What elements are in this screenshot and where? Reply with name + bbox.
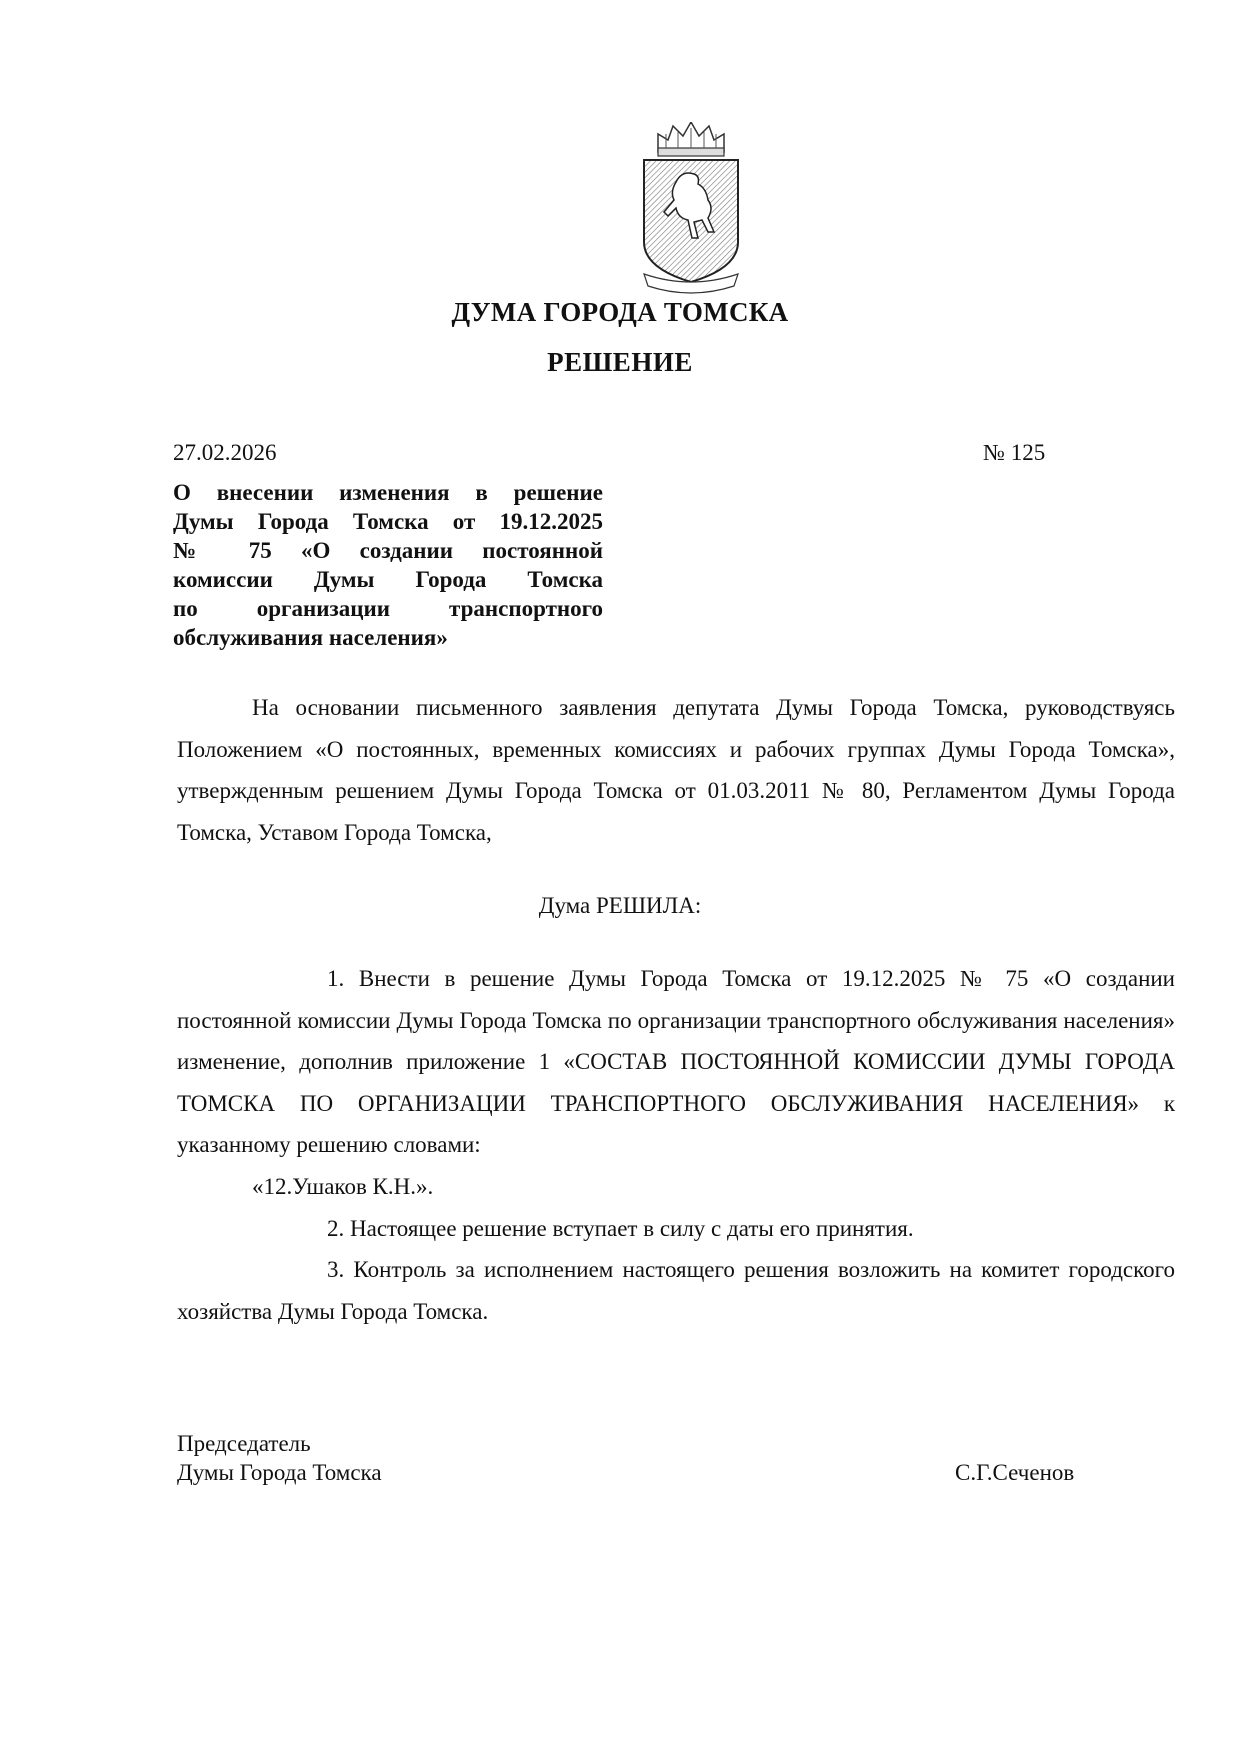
- signer-title: [177, 1429, 382, 1487]
- subject-line: О внесении изменения в решение: [173, 480, 603, 505]
- document-date: 27.02.2026: [173, 440, 277, 465]
- subject-line: по организации транспортного: [173, 596, 603, 621]
- org-title: ДУМА ГОРОДА ТОМСКА: [451, 297, 789, 327]
- tomsk-coat-of-arms-icon: [638, 122, 744, 294]
- item-text: Настоящее решение вступает в силу с даты его принятия.: [350, 1215, 914, 1241]
- item-text: Контроль за исполнением настоящего решения возложить на комитет городского хозяйства Думы Города Томска.: [177, 1257, 1176, 1324]
- item-text: «12.Ушаков К.Н.».: [252, 1173, 434, 1199]
- item-text: Внести в решение Думы Города Томска от 19.12.2025 № 75 «О создании постоянной комиссии Думы Города Томска по организации транспортного обслуживания населения» изменение, дополнив приложение 1 «СОСТАВ ПОСТОЯННОЙ КОМИССИИ ДУМЫ ГОРОДА ТОМСКА ПО ОРГАНИЗАЦИИ ТРАНСПОРТНОГО ОБСЛУЖИВАНИЯ НАСЕЛЕНИЯ» к указанному решению словами:: [177, 966, 1175, 1158]
- doc-type-title: РЕШЕНИЕ: [547, 347, 693, 377]
- signer-title-line: Председатель: [177, 1431, 311, 1456]
- resolution-item: [177, 1208, 1175, 1250]
- signer-title-line: Думы Города Томска: [177, 1460, 382, 1485]
- signer-name: С.Г.Сеченов: [955, 1460, 1075, 1485]
- subject-line: № 75 «О создании постоянной: [173, 538, 603, 563]
- document-subject: [173, 478, 603, 652]
- resolution-item: [177, 1249, 1175, 1332]
- item-number: 2.: [327, 1215, 345, 1241]
- resolution-item: [177, 958, 1175, 1166]
- document-number: № 125: [983, 440, 1046, 465]
- resolution-item: [177, 1166, 1175, 1208]
- resolution-items: [177, 958, 1175, 1332]
- resolve-heading: Дума РЕШИЛА:: [538, 893, 702, 918]
- subject-line: Думы Города Томска от 19.12.2025: [173, 509, 603, 534]
- item-number: 3.: [327, 1257, 345, 1283]
- preamble-paragraph: На основании письменного заявления депутата Думы Города Томска, руководствуясь Положением «О постоянных, временных комиссиях и рабочих группах Думы Города Томска», утвержденным решением Думы Города Томска от 01.03.2011 № 80, Регламентом Думы Города Томска, Уставом Города Томска,: [177, 695, 1175, 845]
- subject-line: комиссии Думы Города Томска: [173, 567, 603, 592]
- item-number: 1.: [327, 966, 345, 991]
- subject-line: обслуживания населения»: [173, 625, 448, 650]
